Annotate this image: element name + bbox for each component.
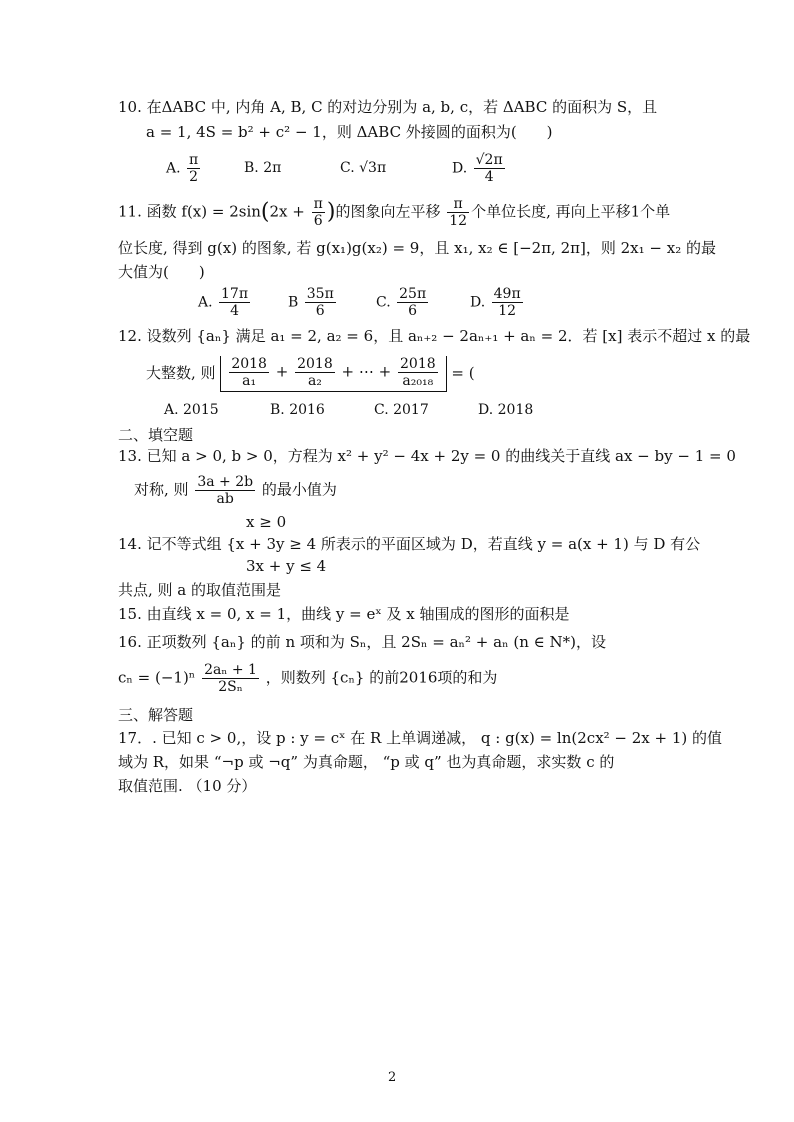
q13-line1: 13. 已知 a > 0, b > 0，方程为 x² + y² − 4x + 2y = 0 的曲线关于直线 ax − by − 1 = 0: [118, 447, 736, 465]
q12-line2: 大整数, 则 $\frac{2018}{\text{a₁}}$ + $\frac{2018}{\text{a₂}}$ + ⋯ + $\frac{2018}{\text{a₂₀₁₈}}$ = (: [146, 356, 475, 392]
q14-line1: 14. 记不等式组 {x + 3y ≥ 4 所表示的平面区域为 D，若直线 y = a(x + 1) 与 D 有公: [118, 535, 701, 553]
q11-option-a: A. $\frac{17\pi}{4}$: [198, 286, 249, 319]
q12-options: [0, 402, 794, 422]
q11-line3: 大值为( ): [118, 263, 205, 281]
q14-line2: 共点, 则 a 的取值范围是: [118, 581, 282, 599]
q12-line1: 12. 设数列 {aₙ} 满足 a₁ = 2, a₂ = 6，且 aₙ₊₂ − 2aₙ₊₁ + aₙ = 2．若 [x] 表示不超过 x 的最: [118, 327, 751, 345]
q12-option-a: A. 2015: [164, 402, 219, 418]
q11-line1: 11. 函数 f(x) = 2sin(2x + $\frac{\pi}{6}$ )的图象向左平移 $\frac{\pi}{12}$ 个单位长度, 再向上平移1个单: [118, 196, 671, 229]
q11-option-b: B $\frac{35\pi}{6}$: [288, 286, 334, 319]
q10-option-a: A. $\frac{\pi}{2}$: [166, 152, 199, 185]
page-number: 2: [388, 1070, 397, 1085]
section-fill-in-heading: 二、填空题: [118, 426, 194, 444]
q14-system-line3: 3x + y ≤ 4: [246, 557, 327, 575]
q10-options: [0, 142, 794, 186]
q11-line2: 位长度, 得到 g(x) 的图象, 若 g(x₁)g(x₂) = 9，且 x₁, x₂ ∈ [−2π, 2π]，则 2x₁ − x₂ 的最: [118, 239, 716, 257]
q10-option-d: D. $\frac{√2\pi}{4}$: [452, 152, 503, 185]
q15-line: 15. 由直线 x = 0, x = 1，曲线 y = eˣ 及 x 轴围成的图形的面积是: [118, 605, 570, 623]
q12-option-b: B. 2016: [270, 402, 325, 418]
q14-system-line1: x ≥ 0: [246, 513, 287, 531]
q11-option-c: C. $\frac{25\pi}{6}$: [376, 286, 427, 319]
q12-option-d: D. 2018: [478, 402, 534, 418]
section-solution-heading: 三、解答题: [118, 706, 194, 724]
q11-options: [0, 282, 794, 326]
q12-option-c: C. 2017: [374, 402, 429, 418]
floor-bracket: $\frac{2018}{\text{a₁}}$ + $\frac{2018}{\text{a₂}}$ + ⋯ + $\frac{2018}{\text{a₂₀₁₈}}$: [220, 356, 446, 392]
q16-line1: 16. 正项数列 {aₙ} 的前 n 项和为 Sₙ，且 2Sₙ = aₙ² + aₙ (n ∈ N*)，设: [118, 633, 606, 651]
q17-line3: 取值范围. （10 分）: [118, 777, 257, 795]
q16-line2: cₙ = (−1)ⁿ $\frac{\text{2aₙ + 1}}{\text{2Sₙ}}$ ，则数列 {cₙ} 的前2016项的和为: [118, 662, 498, 695]
q10-option-b: B. 2π: [244, 160, 282, 176]
q10-line1: 10. 在ΔABC 中, 内角 A, B, C 的对边分别为 a, b, c，若 ΔABC 的面积为 S，且: [118, 98, 658, 116]
q17-line1: 17．. 已知 c > 0,，设 p : y = cˣ 在 R 上单调递减， q : g(x) = ln(2cx² − 2x + 1) 的值: [118, 729, 723, 747]
q11-option-d: D. $\frac{49\pi}{12}$: [470, 286, 521, 319]
q10-line2: a = 1, 4S = b² + c² − 1，则 ΔABC 外接圆的面积为( ): [146, 123, 553, 141]
q10-option-c: C. √3π: [340, 160, 387, 176]
q17-line2: 域为 R，如果 “¬p 或 ¬q” 为真命题， “p 或 q” 也为真命题，求实数 c 的: [118, 753, 615, 771]
q13-line2: 对称, 则 $\frac{3a + 2b}{ab}$ 的最小值为: [134, 474, 337, 507]
